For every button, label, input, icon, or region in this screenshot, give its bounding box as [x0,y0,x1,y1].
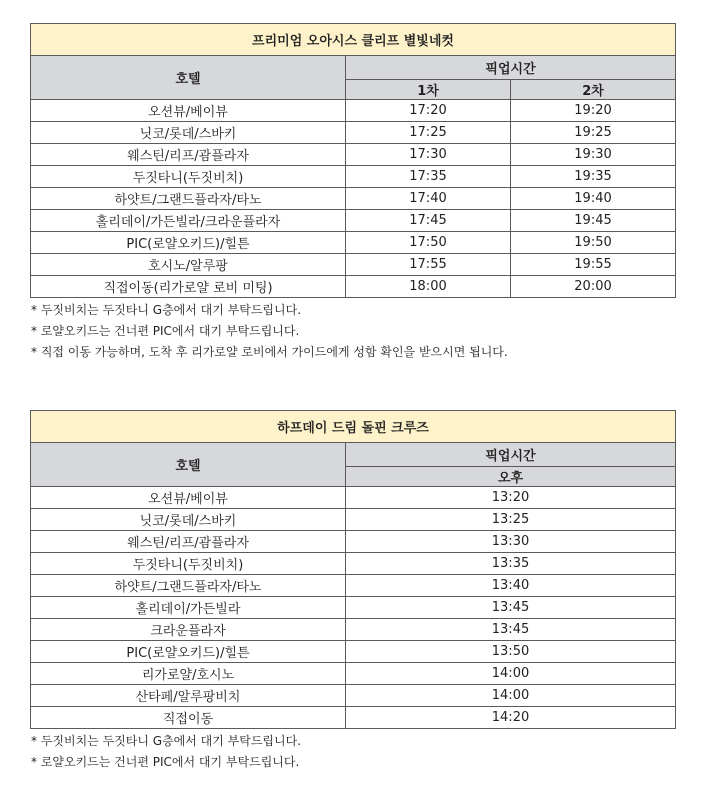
hotel-cell: 웨스틴/리프/괌플라자 [31,144,346,166]
table-title: 하프데이 드림 돌핀 크루즈 [31,411,676,443]
table-row [31,619,676,641]
hotel-cell: PIC(로얄오키드)/힐튼 [31,232,346,254]
table-row [31,232,676,254]
time-cell: 17:55 [346,254,511,276]
time-cell: 19:30 [511,144,676,166]
table-row [31,144,676,166]
table-row [31,487,676,509]
table-row [31,707,676,729]
time-cell: 19:40 [511,188,676,210]
table-row [31,553,676,575]
hotel-cell: 홀리데이/가든빌라/크라운플라자 [31,210,346,232]
hotel-cell: 산타페/알루팡비치 [31,685,346,707]
hotel-cell: 직접이동 [31,707,346,729]
round-2-header: 2차 [511,80,676,100]
table-row [31,641,676,663]
time-cell: 14:00 [346,663,676,685]
table-row [31,575,676,597]
note-item: * 로얄오키드는 건너편 PIC에서 대기 부탁드립니다. [31,755,300,769]
time-cell: 20:00 [511,276,676,298]
time-cell: 14:20 [346,707,676,729]
time-cell: 19:45 [511,210,676,232]
pickup-table-section-2 [30,410,675,773]
time-cell: 17:20 [346,100,511,122]
hotel-cell: PIC(로얄오키드)/힐튼 [31,641,346,663]
time-cell: 17:30 [346,144,511,166]
table-row [31,254,676,276]
time-cell: 17:50 [346,232,511,254]
time-cell: 19:55 [511,254,676,276]
round-1-header: 1차 [346,80,511,100]
note-item: * 두짓비치는 두짓타니 G층에서 대기 부탁드립니다. [31,734,302,748]
time-cell: 13:40 [346,575,676,597]
time-cell: 14:00 [346,685,676,707]
time-cell: 13:45 [346,619,676,641]
table-row [31,509,676,531]
pickup-schedule-table [30,410,676,729]
pickup-time-header: 픽업시간 [346,56,676,80]
time-cell: 13:50 [346,641,676,663]
hotel-cell: 리가로얄/호시노 [31,663,346,685]
time-cell: 17:40 [346,188,511,210]
hotel-cell: 오션뷰/베이뷰 [31,100,346,122]
hotel-cell: 직접이동(리가로얄 로비 미팅) [31,276,346,298]
table-row [31,531,676,553]
hotel-cell: 두짓타니(두짓비치) [31,166,346,188]
note-item: * 직접 이동 가능하며, 도착 후 리가로얄 로비에서 가이드에게 성함 확인을 받으시면 됩니다. [31,345,508,359]
hotel-cell: 닛코/롯데/스바키 [31,509,346,531]
time-cell: 19:20 [511,100,676,122]
pickup-schedule-table [30,23,676,298]
afternoon-header: 오후 [346,467,676,487]
table-title: 프리미엄 오아시스 클리프 별빛네컷 [31,24,676,56]
hotel-cell: 호시노/알루팡 [31,254,346,276]
table-row [31,663,676,685]
table-row [31,685,676,707]
table-row [31,597,676,619]
note-item: * 로얄오키드는 건너편 PIC에서 대기 부탁드립니다. [31,324,300,338]
time-cell: 19:50 [511,232,676,254]
table-row [31,210,676,232]
time-cell: 18:00 [346,276,511,298]
hotel-cell: 두짓타니(두짓비치) [31,553,346,575]
table-row [31,188,676,210]
time-cell: 13:20 [346,487,676,509]
time-cell: 13:35 [346,553,676,575]
hotel-cell: 오션뷰/베이뷰 [31,487,346,509]
table-row [31,276,676,298]
hotel-cell: 하얏트/그랜드플라자/타노 [31,575,346,597]
time-cell: 17:35 [346,166,511,188]
time-cell: 13:45 [346,597,676,619]
hotel-cell: 홀리데이/가든빌라 [31,597,346,619]
time-cell: 13:30 [346,531,676,553]
time-cell: 19:25 [511,122,676,144]
hotel-cell: 크라운플라자 [31,619,346,641]
hotel-column-header: 호텔 [31,443,346,487]
hotel-column-header: 호텔 [31,56,346,100]
time-cell: 19:35 [511,166,676,188]
hotel-cell: 닛코/롯데/스바키 [31,122,346,144]
pickup-table-section-1 [30,23,675,363]
hotel-cell: 웨스틴/리프/괌플라자 [31,531,346,553]
table-row [31,100,676,122]
pickup-time-header: 픽업시간 [346,443,676,467]
time-cell: 17:45 [346,210,511,232]
hotel-cell: 하얏트/그랜드플라자/타노 [31,188,346,210]
table-row [31,122,676,144]
time-cell: 13:25 [346,509,676,531]
table-row [31,166,676,188]
time-cell: 17:25 [346,122,511,144]
note-item: * 두짓비치는 두짓타니 G층에서 대기 부탁드립니다. [31,303,302,317]
notes-list [30,300,675,363]
notes-list [30,731,675,773]
